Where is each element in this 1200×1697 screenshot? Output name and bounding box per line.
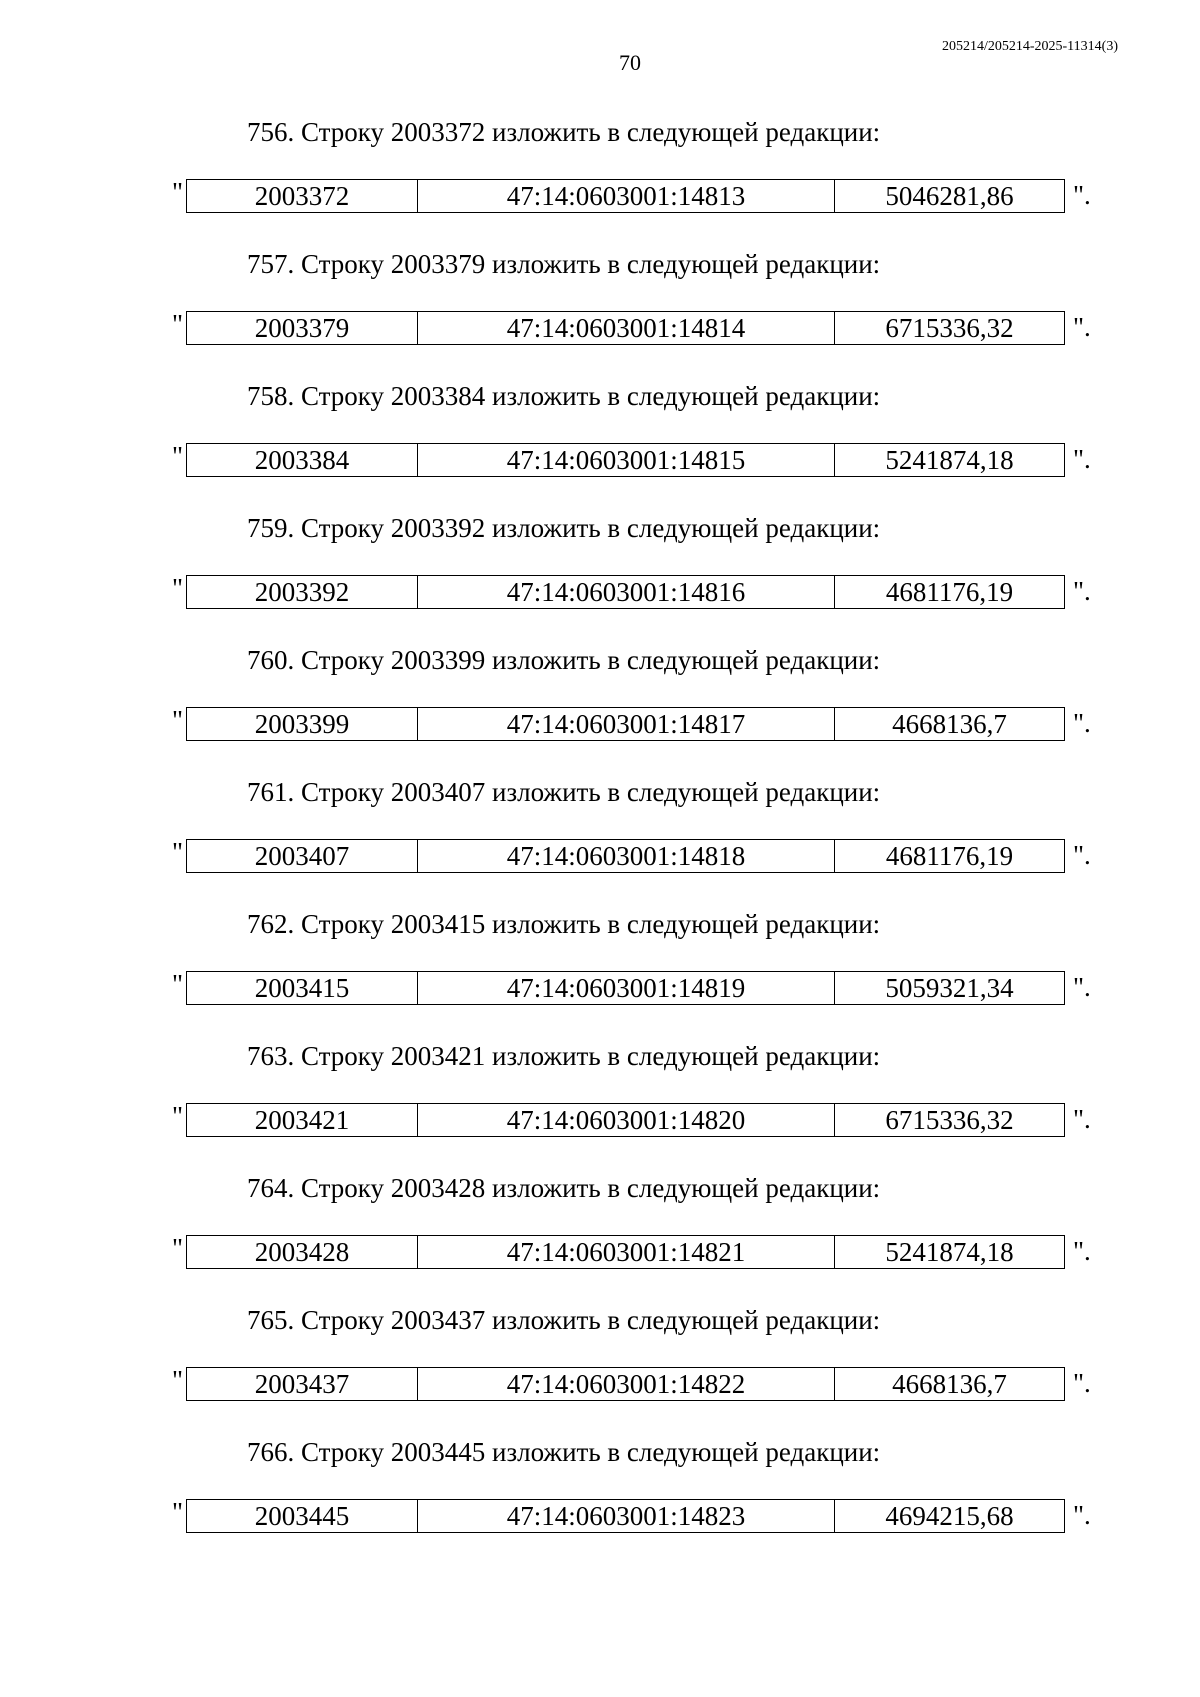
value-cell: 4681176,19 xyxy=(835,576,1065,609)
cadastral-number-cell: 47:14:0603001:14823 xyxy=(418,1500,835,1533)
amendment-instruction: 759. Строку 2003392 изложить в следующей редакции: xyxy=(247,513,881,543)
opening-quote: " xyxy=(172,309,184,339)
amended-row xyxy=(0,837,1200,873)
amendment-instruction: 765. Строку 2003437 изложить в следующей редакции: xyxy=(247,1305,881,1335)
value-cell: 4694215,68 xyxy=(835,1500,1065,1533)
amended-row-table xyxy=(186,1499,1065,1533)
amended-row xyxy=(0,1101,1200,1137)
page-number: 70 xyxy=(619,50,641,75)
row-code-cell: 2003445 xyxy=(187,1500,418,1533)
amendment-entry xyxy=(0,775,1200,907)
amendment-entry xyxy=(0,247,1200,379)
opening-quote: " xyxy=(172,1233,184,1263)
row-code-cell: 2003392 xyxy=(187,576,418,609)
document-id: 205214/205214-2025-11314(3) xyxy=(941,39,1118,54)
value-cell: 6715336,32 xyxy=(835,1104,1065,1137)
amendment-instruction: 764. Строку 2003428 изложить в следующей редакции: xyxy=(247,1173,881,1203)
amendment-instruction: 762. Строку 2003415 изложить в следующей редакции: xyxy=(247,909,881,939)
amendment-entry xyxy=(0,1435,1200,1567)
value-cell: 6715336,32 xyxy=(835,312,1065,345)
amendment-entry xyxy=(0,115,1200,247)
amendment-instruction: 758. Строку 2003384 изложить в следующей редакции: xyxy=(247,381,881,411)
cadastral-number-cell: 47:14:0603001:14819 xyxy=(418,972,835,1005)
amended-row xyxy=(0,1365,1200,1401)
amended-row xyxy=(0,177,1200,213)
amended-row xyxy=(0,969,1200,1005)
amended-row-table xyxy=(186,575,1065,609)
amended-row xyxy=(0,441,1200,477)
cadastral-number-cell: 47:14:0603001:14814 xyxy=(418,312,835,345)
amendment-entry xyxy=(0,1303,1200,1435)
cadastral-number-cell: 47:14:0603001:14813 xyxy=(418,180,835,213)
value-cell: 4668136,7 xyxy=(835,708,1065,741)
cadastral-number-cell: 47:14:0603001:14820 xyxy=(418,1104,835,1137)
opening-quote: " xyxy=(172,441,184,471)
amendment-entry xyxy=(0,1171,1200,1303)
closing-quote: ". xyxy=(1073,180,1091,210)
row-code-cell: 2003407 xyxy=(187,840,418,873)
opening-quote: " xyxy=(172,573,184,603)
closing-quote: ". xyxy=(1073,972,1091,1002)
amendment-instruction: 760. Строку 2003399 изложить в следующей редакции: xyxy=(247,645,881,675)
amendment-instruction: 761. Строку 2003407 изложить в следующей редакции: xyxy=(247,777,881,807)
value-cell: 5241874,18 xyxy=(835,444,1065,477)
row-code-cell: 2003428 xyxy=(187,1236,418,1269)
amended-row xyxy=(0,705,1200,741)
closing-quote: ". xyxy=(1073,576,1091,606)
amendment-instruction: 766. Строку 2003445 изложить в следующей редакции: xyxy=(247,1437,881,1467)
amended-row-table xyxy=(186,443,1065,477)
closing-quote: ". xyxy=(1073,444,1091,474)
cadastral-number-cell: 47:14:0603001:14818 xyxy=(418,840,835,873)
row-code-cell: 2003415 xyxy=(187,972,418,1005)
cadastral-number-cell: 47:14:0603001:14815 xyxy=(418,444,835,477)
opening-quote: " xyxy=(172,837,184,867)
value-cell: 5059321,34 xyxy=(835,972,1065,1005)
amended-row-table xyxy=(186,1103,1065,1137)
row-code-cell: 2003379 xyxy=(187,312,418,345)
value-cell: 5241874,18 xyxy=(835,1236,1065,1269)
cadastral-number-cell: 47:14:0603001:14821 xyxy=(418,1236,835,1269)
closing-quote: ". xyxy=(1073,708,1091,738)
amendment-entry xyxy=(0,511,1200,643)
amended-row-table xyxy=(186,1367,1065,1401)
row-code-cell: 2003421 xyxy=(187,1104,418,1137)
closing-quote: ". xyxy=(1073,1500,1091,1530)
value-cell: 4681176,19 xyxy=(835,840,1065,873)
amendment-instruction: 757. Строку 2003379 изложить в следующей редакции: xyxy=(247,249,881,279)
cadastral-number-cell: 47:14:0603001:14822 xyxy=(418,1368,835,1401)
cadastral-number-cell: 47:14:0603001:14816 xyxy=(418,576,835,609)
amended-row-table xyxy=(186,1235,1065,1269)
value-cell: 4668136,7 xyxy=(835,1368,1065,1401)
opening-quote: " xyxy=(172,705,184,735)
opening-quote: " xyxy=(172,177,184,207)
value-cell: 5046281,86 xyxy=(835,180,1065,213)
closing-quote: ". xyxy=(1073,1368,1091,1398)
amended-row xyxy=(0,573,1200,609)
closing-quote: ". xyxy=(1073,1236,1091,1266)
amendment-entry xyxy=(0,643,1200,775)
amendment-entry xyxy=(0,379,1200,511)
amendment-entry xyxy=(0,907,1200,1039)
amendment-entry xyxy=(0,1039,1200,1171)
opening-quote: " xyxy=(172,969,184,999)
closing-quote: ". xyxy=(1073,840,1091,870)
amended-row xyxy=(0,1233,1200,1269)
row-code-cell: 2003437 xyxy=(187,1368,418,1401)
closing-quote: ". xyxy=(1073,312,1091,342)
row-code-cell: 2003399 xyxy=(187,708,418,741)
row-code-cell: 2003372 xyxy=(187,180,418,213)
amended-row-table xyxy=(186,971,1065,1005)
amended-row-table xyxy=(186,179,1065,213)
closing-quote: ". xyxy=(1073,1104,1091,1134)
amended-row-table xyxy=(186,311,1065,345)
amended-row-table xyxy=(186,839,1065,873)
amendment-instruction: 763. Строку 2003421 изложить в следующей редакции: xyxy=(247,1041,881,1071)
cadastral-number-cell: 47:14:0603001:14817 xyxy=(418,708,835,741)
opening-quote: " xyxy=(172,1101,184,1131)
amendment-instruction: 756. Строку 2003372 изложить в следующей редакции: xyxy=(247,117,881,147)
amended-row-table xyxy=(186,707,1065,741)
opening-quote: " xyxy=(172,1497,184,1527)
opening-quote: " xyxy=(172,1365,184,1395)
amended-row xyxy=(0,1497,1200,1533)
amended-row xyxy=(0,309,1200,345)
row-code-cell: 2003384 xyxy=(187,444,418,477)
